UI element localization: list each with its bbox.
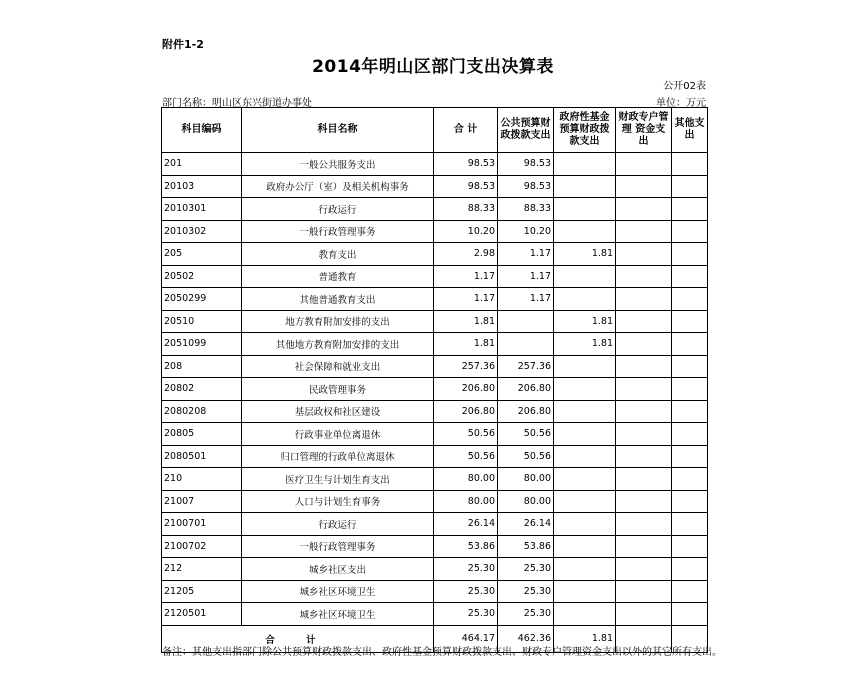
cell-special [616, 603, 672, 626]
cell-name: 政府办公厅（室）及相关机构事务 [242, 175, 434, 198]
cell-other [672, 400, 708, 423]
cell-name: 其他地方教育附加安排的支出 [242, 333, 434, 356]
cell-name: 其他普通教育支出 [242, 288, 434, 311]
header-public-budget: 公共预算财政拨款支出 [498, 108, 554, 153]
cell-name: 医疗卫生与计划生育支出 [242, 468, 434, 491]
cell-other [672, 310, 708, 333]
cell-other [672, 153, 708, 176]
cell-fund [554, 175, 616, 198]
table-row [162, 153, 708, 176]
cell-total: 25.30 [434, 580, 498, 603]
cell-total: 53.86 [434, 535, 498, 558]
cell-code: 2080208 [162, 400, 242, 423]
cell-total: 25.30 [434, 603, 498, 626]
cell-public: 25.30 [498, 558, 554, 581]
expenditure-table [161, 107, 708, 653]
table-row [162, 558, 708, 581]
table-row [162, 423, 708, 446]
cell-special [616, 265, 672, 288]
total-public: 462.36 [498, 625, 554, 652]
cell-code: 210 [162, 468, 242, 491]
table-row [162, 355, 708, 378]
cell-fund: 1.81 [554, 333, 616, 356]
table-row [162, 378, 708, 401]
cell-fund [554, 423, 616, 446]
cell-special [616, 423, 672, 446]
table-row [162, 603, 708, 626]
cell-name: 行政事业单位离退休 [242, 423, 434, 446]
cell-public: 25.30 [498, 603, 554, 626]
cell-fund [554, 603, 616, 626]
cell-public: 1.17 [498, 288, 554, 311]
table-body [162, 153, 708, 626]
table-row [162, 220, 708, 243]
cell-public: 98.53 [498, 153, 554, 176]
cell-other [672, 355, 708, 378]
cell-special [616, 558, 672, 581]
table-row [162, 535, 708, 558]
cell-name: 归口管理的行政单位离退休 [242, 445, 434, 468]
cell-fund [554, 198, 616, 221]
table-row [162, 288, 708, 311]
cell-code: 20502 [162, 265, 242, 288]
cell-public: 10.20 [498, 220, 554, 243]
header-name: 科目名称 [242, 108, 434, 153]
cell-fund [554, 400, 616, 423]
cell-other [672, 423, 708, 446]
cell-name: 行政运行 [242, 198, 434, 221]
cell-other [672, 603, 708, 626]
cell-total: 257.36 [434, 355, 498, 378]
cell-public: 80.00 [498, 490, 554, 513]
cell-special [616, 288, 672, 311]
table-row [162, 580, 708, 603]
table-row [162, 333, 708, 356]
cell-name: 一般公共服务支出 [242, 153, 434, 176]
cell-fund [554, 378, 616, 401]
cell-public: 257.36 [498, 355, 554, 378]
cell-fund: 1.81 [554, 310, 616, 333]
cell-other [672, 558, 708, 581]
cell-code: 212 [162, 558, 242, 581]
total-label: 合 计 [162, 625, 434, 652]
table-row [162, 198, 708, 221]
cell-public [498, 310, 554, 333]
footnote: 备注：其他支出指部门除公共预算财政拨款支出、政府性基金预算财政拨款支出、财政专户管理资金支出以外的其它所有支出。 [162, 647, 722, 658]
cell-public: 1.17 [498, 243, 554, 266]
cell-special [616, 333, 672, 356]
cell-special [616, 468, 672, 491]
cell-name: 地方教育附加安排的支出 [242, 310, 434, 333]
cell-total: 10.20 [434, 220, 498, 243]
cell-special [616, 400, 672, 423]
table-row [162, 175, 708, 198]
cell-special [616, 243, 672, 266]
header-special: 财政专户管理 资金支出 [616, 108, 672, 153]
header-gov-fund: 政府性基金预算财政拨款支出 [554, 108, 616, 153]
cell-fund: 1.81 [554, 243, 616, 266]
cell-name: 普通教育 [242, 265, 434, 288]
cell-total: 1.81 [434, 310, 498, 333]
cell-total: 98.53 [434, 175, 498, 198]
cell-code: 2100702 [162, 535, 242, 558]
cell-other [672, 175, 708, 198]
cell-name: 教育支出 [242, 243, 434, 266]
cell-special [616, 153, 672, 176]
cell-total: 26.14 [434, 513, 498, 536]
cell-other [672, 265, 708, 288]
cell-code: 21205 [162, 580, 242, 603]
cell-public: 88.33 [498, 198, 554, 221]
cell-other [672, 580, 708, 603]
cell-other [672, 220, 708, 243]
header-total: 合 计 [434, 108, 498, 153]
cell-public: 206.80 [498, 400, 554, 423]
cell-total: 2.98 [434, 243, 498, 266]
cell-special [616, 355, 672, 378]
cell-other [672, 468, 708, 491]
cell-code: 20805 [162, 423, 242, 446]
cell-fund [554, 558, 616, 581]
cell-code: 20802 [162, 378, 242, 401]
cell-name: 社会保障和就业支出 [242, 355, 434, 378]
cell-code: 20103 [162, 175, 242, 198]
cell-name: 一般行政管理事务 [242, 535, 434, 558]
cell-special [616, 535, 672, 558]
cell-code: 205 [162, 243, 242, 266]
cell-special [616, 378, 672, 401]
cell-name: 民政管理事务 [242, 378, 434, 401]
table-row [162, 445, 708, 468]
header-code: 科目编码 [162, 108, 242, 153]
cell-code: 2100701 [162, 513, 242, 536]
department-name: 部门名称：明山区东兴街道办事处 [162, 98, 312, 109]
cell-total: 80.00 [434, 468, 498, 491]
table-row [162, 490, 708, 513]
cell-public: 50.56 [498, 423, 554, 446]
cell-other [672, 243, 708, 266]
attachment-label: 附件1-2 [162, 38, 204, 51]
cell-code: 2050299 [162, 288, 242, 311]
cell-fund [554, 220, 616, 243]
cell-other [672, 445, 708, 468]
cell-name: 城乡社区环境卫生 [242, 580, 434, 603]
cell-public: 206.80 [498, 378, 554, 401]
cell-code: 2010302 [162, 220, 242, 243]
cell-total: 50.56 [434, 445, 498, 468]
cell-name: 行政运行 [242, 513, 434, 536]
cell-total: 80.00 [434, 490, 498, 513]
cell-code: 2051099 [162, 333, 242, 356]
cell-name: 人口与计划生育事务 [242, 490, 434, 513]
cell-total: 1.17 [434, 288, 498, 311]
cell-special [616, 513, 672, 536]
cell-name: 城乡社区支出 [242, 558, 434, 581]
total-fund: 1.81 [554, 625, 616, 652]
cell-other [672, 378, 708, 401]
cell-name: 基层政权和社区建设 [242, 400, 434, 423]
cell-total: 25.30 [434, 558, 498, 581]
cell-total: 50.56 [434, 423, 498, 446]
cell-other [672, 333, 708, 356]
cell-public: 53.86 [498, 535, 554, 558]
cell-other [672, 535, 708, 558]
cell-total: 1.17 [434, 265, 498, 288]
cell-code: 21007 [162, 490, 242, 513]
table-header-row [162, 108, 708, 153]
table-row [162, 468, 708, 491]
cell-public: 1.17 [498, 265, 554, 288]
cell-special [616, 175, 672, 198]
cell-public [498, 333, 554, 356]
header-other: 其他支出 [672, 108, 708, 153]
cell-public: 26.14 [498, 513, 554, 536]
page-title: 2014年明山区部门支出决算表 [312, 57, 554, 77]
cell-public: 98.53 [498, 175, 554, 198]
cell-code: 2120501 [162, 603, 242, 626]
cell-special [616, 220, 672, 243]
cell-fund [554, 355, 616, 378]
cell-code: 2080501 [162, 445, 242, 468]
cell-special [616, 490, 672, 513]
cell-total: 1.81 [434, 333, 498, 356]
cell-fund [554, 513, 616, 536]
cell-code: 20510 [162, 310, 242, 333]
cell-public: 25.30 [498, 580, 554, 603]
cell-special [616, 198, 672, 221]
cell-fund [554, 490, 616, 513]
table-row [162, 265, 708, 288]
cell-name: 城乡社区环境卫生 [242, 603, 434, 626]
cell-code: 201 [162, 153, 242, 176]
cell-fund [554, 288, 616, 311]
cell-total: 206.80 [434, 400, 498, 423]
cell-code: 2010301 [162, 198, 242, 221]
cell-fund [554, 468, 616, 491]
cell-special [616, 310, 672, 333]
cell-other [672, 198, 708, 221]
cell-total: 88.33 [434, 198, 498, 221]
total-total: 464.17 [434, 625, 498, 652]
cell-total: 98.53 [434, 153, 498, 176]
cell-fund [554, 580, 616, 603]
cell-other [672, 513, 708, 536]
cell-public: 80.00 [498, 468, 554, 491]
cell-code: 208 [162, 355, 242, 378]
table-row [162, 310, 708, 333]
form-code: 公开02表 [663, 81, 706, 92]
cell-fund [554, 265, 616, 288]
table-row [162, 513, 708, 536]
cell-fund [554, 535, 616, 558]
cell-special [616, 580, 672, 603]
cell-other [672, 288, 708, 311]
cell-name: 一般行政管理事务 [242, 220, 434, 243]
unit-label: 单位：万元 [656, 98, 706, 109]
table-row [162, 243, 708, 266]
cell-other [672, 490, 708, 513]
cell-fund [554, 153, 616, 176]
cell-total: 206.80 [434, 378, 498, 401]
cell-public: 50.56 [498, 445, 554, 468]
cell-fund [554, 445, 616, 468]
cell-special [616, 445, 672, 468]
table-row [162, 400, 708, 423]
